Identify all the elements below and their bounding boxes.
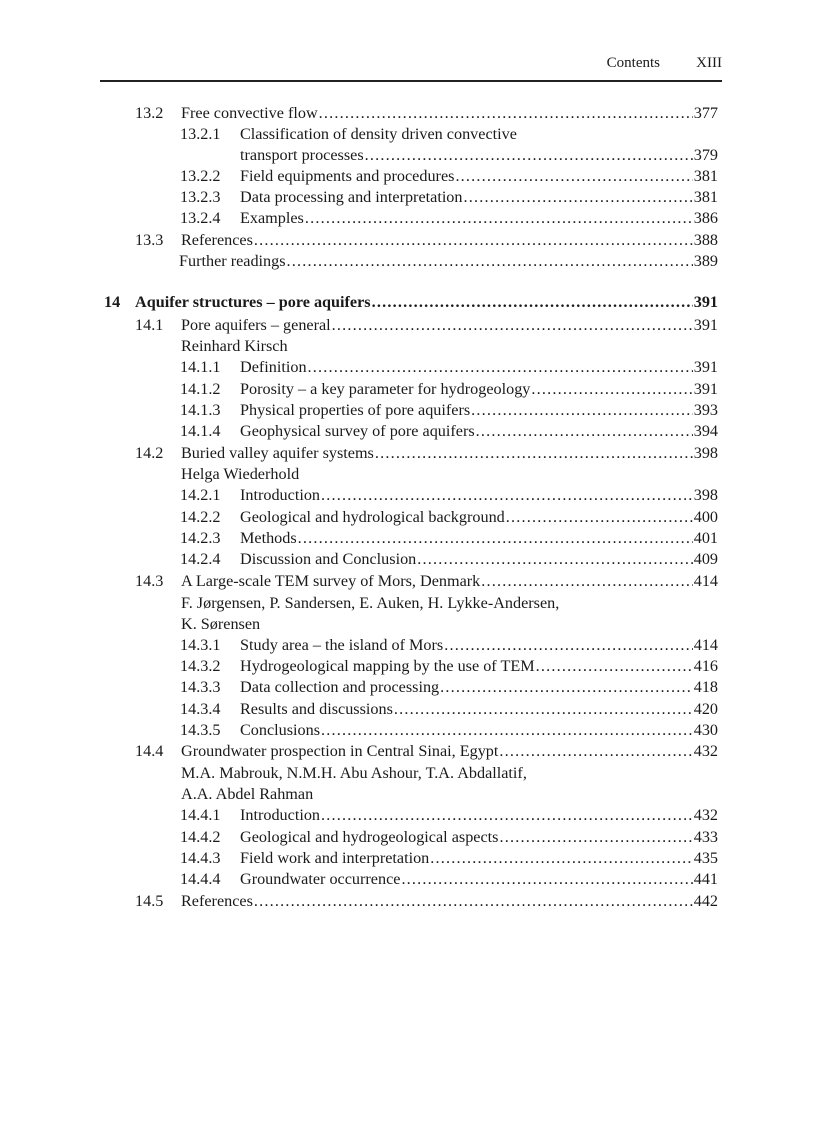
- toc-page: 418: [693, 678, 718, 696]
- toc-page: 401: [693, 529, 718, 547]
- toc-page: 442: [693, 892, 718, 910]
- toc-entry-body: [181, 230, 718, 251]
- toc-entry-body: [240, 635, 718, 656]
- toc-entry: [0, 720, 816, 741]
- toc-chapter-entry: [0, 292, 816, 313]
- toc-page: 433: [693, 828, 718, 846]
- toc-entry-body: [240, 485, 718, 506]
- toc-page: 441: [693, 870, 718, 888]
- toc-chapter-title: Aquifer structures – pore aquifers: [135, 293, 371, 311]
- toc-entry: [0, 656, 816, 677]
- toc-author: F. Jørgensen, P. Sandersen, E. Auken, H. Lykke-Andersen,: [181, 594, 560, 612]
- toc-number: 14.3.4: [180, 700, 221, 718]
- toc-entry-body: [240, 720, 718, 741]
- leader-dots: [506, 507, 693, 528]
- leader-dots: [531, 379, 692, 400]
- toc-entry: [0, 315, 816, 336]
- toc-author-line: [0, 763, 816, 784]
- toc-page: 379: [693, 146, 718, 164]
- toc-number: 13.2.1: [180, 125, 221, 143]
- leader-dots: [332, 315, 693, 336]
- toc-number: 14.4.1: [180, 806, 221, 824]
- toc-title: Data processing and interpretation: [240, 188, 463, 206]
- leader-dots: [499, 827, 692, 848]
- toc-entry: [0, 145, 816, 166]
- toc-entry-body: [240, 805, 718, 826]
- toc-entry: [0, 379, 816, 400]
- toc-page: 398: [693, 444, 718, 462]
- toc-page: 394: [693, 422, 718, 440]
- toc-page: 414: [693, 572, 718, 590]
- toc-entry-body: [240, 166, 718, 187]
- toc-title: Definition: [240, 358, 307, 376]
- toc-title: Introduction: [240, 486, 321, 504]
- toc-entry-body: [240, 145, 718, 166]
- running-head-title: Contents: [606, 55, 660, 71]
- toc-number: 14.3.3: [180, 678, 221, 696]
- toc-page: 432: [693, 806, 718, 824]
- leader-dots: [375, 443, 693, 464]
- toc-page: 381: [693, 188, 718, 206]
- toc-entry-body: [240, 379, 718, 400]
- toc-author-line: [0, 593, 816, 614]
- toc-number: 13.2.3: [180, 188, 221, 206]
- toc-entry-body: [240, 357, 718, 378]
- toc-page: 409: [693, 550, 718, 568]
- leader-dots: [471, 400, 693, 421]
- leader-dots: [440, 677, 693, 698]
- toc-entry: [0, 869, 816, 890]
- toc-entry: [0, 848, 816, 869]
- leader-dots: [536, 656, 693, 677]
- toc-author: M.A. Mabrouk, N.M.H. Abu Ashour, T.A. Abdallatif,: [181, 764, 527, 782]
- toc-number: 14.2.2: [180, 508, 221, 526]
- toc-title: Physical properties of pore aquifers: [240, 401, 471, 419]
- toc-title: Groundwater prospection in Central Sinai, Egypt: [181, 742, 499, 760]
- leader-dots: [254, 230, 693, 251]
- toc-entry-body: [181, 571, 718, 592]
- toc-entry: [0, 166, 816, 187]
- toc-number: 14.1: [135, 316, 164, 334]
- toc-page: 391: [693, 358, 718, 376]
- toc-title: References: [181, 892, 253, 910]
- leader-dots: [394, 699, 693, 720]
- toc-entry-body: [240, 400, 718, 421]
- toc-number: 14.1.1: [180, 358, 221, 376]
- toc-entry-body: [240, 656, 718, 677]
- toc-entry: [0, 357, 816, 378]
- leader-dots: [464, 187, 693, 208]
- toc-number: 14.5: [135, 892, 164, 910]
- toc-entry: [0, 230, 816, 251]
- toc-page: 389: [693, 252, 718, 270]
- toc-entry: [0, 124, 816, 145]
- toc-page: 391: [693, 293, 718, 311]
- toc-author: Helga Wiederhold: [181, 465, 300, 483]
- toc-number: 13.2: [135, 104, 164, 122]
- toc-entry: [0, 208, 816, 229]
- toc-entry: [0, 421, 816, 442]
- toc-title: Hydrogeological mapping by the use of TEM: [240, 657, 535, 675]
- toc-entry: [0, 827, 816, 848]
- toc-author-line: [0, 784, 816, 805]
- toc-number: 13.2.2: [180, 167, 221, 185]
- toc-page: 414: [693, 636, 718, 654]
- leader-dots: [430, 848, 692, 869]
- toc-entry: [0, 187, 816, 208]
- toc-entry-body: [240, 187, 718, 208]
- toc-page: 432: [693, 742, 718, 760]
- toc-number: 14.2.1: [180, 486, 221, 504]
- toc-entry: [0, 699, 816, 720]
- toc-title: Groundwater occurrence: [240, 870, 401, 888]
- toc-title: Data collection and processing: [240, 678, 440, 696]
- toc-number: 14.4.4: [180, 870, 221, 888]
- toc-entry: [0, 103, 816, 124]
- toc-page: 398: [693, 486, 718, 504]
- toc-entry-body: [179, 251, 718, 272]
- toc-number: 14.3.2: [180, 657, 221, 675]
- toc-entry: [0, 891, 816, 912]
- leader-dots: [481, 571, 692, 592]
- toc-entry-body: [135, 292, 718, 313]
- toc-title: A Large-scale TEM survey of Mors, Denmark: [181, 572, 481, 590]
- toc-entry-body: [181, 315, 718, 336]
- toc-page: 381: [693, 167, 718, 185]
- leader-dots: [401, 869, 692, 890]
- toc-title: Classification of density driven convective: [240, 125, 517, 143]
- toc-page: 377: [693, 104, 718, 122]
- toc-entry-body: [240, 507, 718, 528]
- toc-title: Geological and hydrogeological aspects: [240, 828, 499, 846]
- toc-title: Further readings: [179, 252, 286, 270]
- toc-number: 14.1.3: [180, 401, 221, 419]
- toc-author-line: [0, 464, 816, 485]
- toc-page: 388: [693, 231, 718, 249]
- toc-title: transport processes: [240, 146, 364, 164]
- toc-entry: [0, 507, 816, 528]
- toc-title: Field equipments and procedures: [240, 167, 455, 185]
- toc-entry-body: [240, 869, 718, 890]
- toc-number: 14.4.3: [180, 849, 221, 867]
- toc-chapter-number: 14: [104, 293, 121, 311]
- toc-author-line: [0, 336, 816, 357]
- toc-page: 420: [693, 700, 718, 718]
- leader-dots: [499, 741, 692, 762]
- toc-entry: [0, 528, 816, 549]
- toc-number: 14.2.4: [180, 550, 221, 568]
- leader-dots: [444, 635, 693, 656]
- toc-author-line: [0, 614, 816, 635]
- toc-page: 391: [693, 380, 718, 398]
- toc-author: Reinhard Kirsch: [181, 337, 288, 355]
- toc-page: 386: [693, 209, 718, 227]
- toc-title: References: [181, 231, 253, 249]
- toc-title: Buried valley aquifer systems: [181, 444, 374, 462]
- toc-number: 14.2: [135, 444, 164, 462]
- leader-dots: [365, 145, 693, 166]
- toc-page: 435: [693, 849, 718, 867]
- toc-number: 14.2.3: [180, 529, 221, 547]
- toc-number: 14.4.2: [180, 828, 221, 846]
- leader-dots: [321, 485, 693, 506]
- toc-entry: [0, 635, 816, 656]
- toc-title: Free convective flow: [181, 104, 318, 122]
- toc-title: Examples: [240, 209, 304, 227]
- toc-author: A.A. Abdel Rahman: [181, 785, 314, 803]
- toc-title: Study area – the island of Mors: [240, 636, 444, 654]
- toc-entry: [0, 443, 816, 464]
- leader-dots: [254, 891, 693, 912]
- toc-entry: [0, 805, 816, 826]
- toc-title: Field work and interpretation: [240, 849, 430, 867]
- toc-page: 430: [693, 721, 718, 739]
- toc-title: Introduction: [240, 806, 321, 824]
- toc-number: 14.1.2: [180, 380, 221, 398]
- running-head: [100, 55, 722, 75]
- toc-entry-body: [240, 699, 718, 720]
- toc-entry-body: [240, 421, 718, 442]
- toc-entry-body: [240, 848, 718, 869]
- toc-number: 14.3.5: [180, 721, 221, 739]
- toc-entry: [0, 549, 816, 570]
- toc-title: Porosity – a key parameter for hydrogeology: [240, 380, 531, 398]
- toc-entry-body: [240, 549, 718, 570]
- leader-dots: [321, 805, 693, 826]
- toc-entry: [0, 251, 816, 272]
- page-number: XIII: [696, 55, 722, 71]
- toc-entry: [0, 677, 816, 698]
- toc-page: 391: [693, 316, 718, 334]
- toc-number: 14.4: [135, 742, 164, 760]
- leader-dots: [321, 720, 693, 741]
- toc-number: 13.2.4: [180, 209, 221, 227]
- header-rule: [100, 80, 722, 82]
- toc-page: 400: [693, 508, 718, 526]
- leader-dots: [417, 549, 692, 570]
- toc-entry-body: [181, 103, 718, 124]
- toc-entry: [0, 571, 816, 592]
- toc-number: 13.3: [135, 231, 164, 249]
- toc-entry-body: [240, 528, 718, 549]
- toc-title: Conclusions: [240, 721, 321, 739]
- leader-dots: [305, 208, 693, 229]
- toc-title: Results and discussions: [240, 700, 393, 718]
- toc-page: 393: [693, 401, 718, 419]
- leader-dots: [372, 292, 693, 313]
- toc-title: Discussion and Conclusion: [240, 550, 417, 568]
- toc-entry-body: [181, 741, 718, 762]
- leader-dots: [455, 166, 692, 187]
- toc-title: Methods: [240, 529, 297, 547]
- leader-dots: [476, 421, 693, 442]
- leader-dots: [287, 251, 693, 272]
- toc-entry-body: [181, 443, 718, 464]
- toc-entry-body: [181, 891, 718, 912]
- toc-number: 14.3: [135, 572, 164, 590]
- toc-entry-body: [240, 677, 718, 698]
- toc-entry: [0, 741, 816, 762]
- toc-entry: [0, 400, 816, 421]
- toc-title: Pore aquifers – general: [181, 316, 331, 334]
- toc-title: Geophysical survey of pore aquifers: [240, 422, 475, 440]
- toc-page: 416: [693, 657, 718, 675]
- toc-title: Geological and hydrological background: [240, 508, 505, 526]
- leader-dots: [298, 528, 693, 549]
- toc-entry: [0, 485, 816, 506]
- toc-number: 14.1.4: [180, 422, 221, 440]
- toc-entry-body: [240, 827, 718, 848]
- leader-dots: [308, 357, 693, 378]
- leader-dots: [319, 103, 693, 124]
- toc-entry-body: [240, 208, 718, 229]
- toc-author: K. Sørensen: [181, 615, 261, 633]
- toc-number: 14.3.1: [180, 636, 221, 654]
